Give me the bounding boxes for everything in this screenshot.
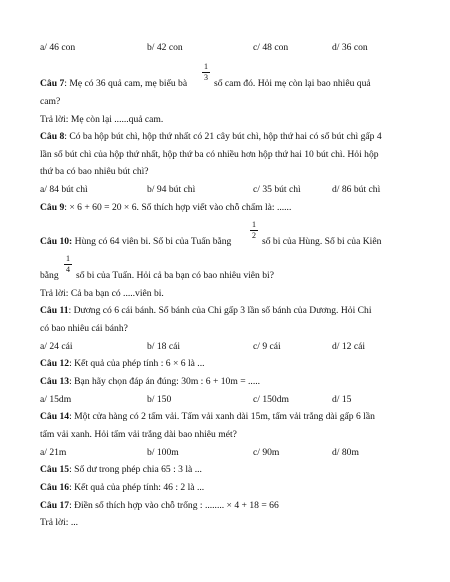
option-b: b/ 94 bút chì [147,184,196,195]
question-16-label: Câu 16 [40,482,70,493]
question-10-answer: Trả lời: Cả ba bạn có .....viên bi. [40,288,164,299]
question-7 [40,78,187,90]
question-14-text-1: : Một cửa hàng có 2 tấm vải. Tấm vải xanh dài 15m, tấm vải trắng dài gấp 6 lần [69,411,375,422]
option-a: a/ 84 bút chì [40,184,88,195]
option-c: c/ 48 con [253,42,289,53]
option-c: c/ 9 cái [253,341,281,352]
question-13-label: Câu 13 [40,376,70,387]
question-15-text: : Số dư trong phép chia 65 : 3 là ... [69,464,202,475]
question-15 [40,464,202,476]
option-b: b/ 42 con [147,42,183,53]
option-d: d/ 80m [332,447,359,458]
question-10-text-b: số bi của Hùng. Số bi của Kiên [262,236,382,247]
question-7-text-c: cam? [40,96,61,107]
question-7-label: Câu 7 [40,78,65,89]
option-a: a/ 24 cái [40,341,73,352]
question-17 [40,500,279,512]
option-c: c/ 35 bút chì [253,184,301,195]
question-13 [40,376,260,388]
question-12-text: : Kết quả của phép tính : 6 × 6 là ... [69,358,205,369]
question-10 [40,236,231,248]
question-13-text: : Bạn hãy chọn đáp án đúng: 30m : 6 + 10m = ..... [69,376,261,387]
option-d: d/ 86 bút chì [332,184,381,195]
question-8-text-1: : Có ba hộp bút chì, hộp thứ nhất có 21 cây bút chì, hộp thứ hai có số bút chì gấp 4 [64,131,382,142]
fraction-denominator: 4 [66,265,70,274]
question-8-text-2: lần số bút chì của hộp thứ nhất, hộp thứ ba có nhiều hơn hộp thứ hai 10 bút chì. Hỏi hộp [40,149,379,160]
question-12 [40,358,205,370]
fraction-one-third [202,63,210,82]
option-a: a/ 46 con [40,42,76,53]
fraction-denominator: 3 [204,73,208,82]
question-10-label: Câu 10: [40,236,73,247]
question-10-text-c: bằng [40,270,59,281]
fraction-numerator: 1 [252,220,256,229]
question-10-text-a: Hùng có 64 viên bi. Số bi của Tuấn bằng [74,236,232,247]
question-9 [40,202,291,214]
option-d: d/ 15 [332,394,352,405]
question-17-answer: Trả lời: ... [40,517,79,528]
fraction-numerator: 1 [204,62,208,71]
option-d: d/ 12 cái [332,341,366,352]
question-17-label: Câu 17 [40,500,70,511]
question-15-label: Câu 15 [40,464,70,475]
question-7-answer: Trả lời: Mẹ còn lại ......quả cam. [40,114,164,125]
question-16-text: : Kết quả của phép tính: 46 : 2 là ... [69,482,205,493]
question-8 [40,131,382,143]
fraction-numerator: 1 [66,254,70,263]
question-11 [40,305,372,317]
question-10-text-d: số bi của Tuấn. Hỏi cả ba bạn có bao nhiêu viên bi? [76,270,274,281]
question-17-text: : Điền số thích hợp vào chỗ trống : ........ × 4 + 18 = 66 [69,500,279,511]
option-a: a/ 15dm [40,394,72,405]
fraction-one-half [250,221,258,240]
option-b: b/ 150 [147,394,172,405]
question-12-label: Câu 12 [40,358,70,369]
question-9-text: : × 6 + 60 = 20 × 6. Số thích hợp viết vào chỗ chấm là: ...... [64,202,292,213]
question-7-text-b: số cam đó. Hỏi mẹ còn lại bao nhiêu quả [214,78,371,89]
question-11-text-1: : Dương có 6 cái bánh. Số bánh của Chi gấp 3 lần số bánh của Dương. Hỏi Chi [68,305,372,316]
question-8-text-3: thứ ba có bao nhiêu bút chì? [40,166,149,177]
question-14-text-2: tấm vải xanh. Hỏi tấm vải trắng dài bao nhiêu mét? [40,429,237,440]
question-14 [40,411,375,423]
option-d: d/ 36 con [332,42,368,53]
option-a: a/ 21m [40,447,67,458]
question-16 [40,482,204,494]
fraction-one-quarter [64,255,72,274]
option-c: c/ 90m [253,447,280,458]
question-14-label: Câu 14 [40,411,70,422]
question-9-label: Câu 9 [40,202,65,213]
question-7-text-a: : Mẹ có 36 quả cam, mẹ biếu bà [64,78,188,89]
option-c: c/ 150dm [253,394,289,405]
question-11-text-2: có bao nhiêu cái bánh? [40,323,128,334]
option-b: b/ 18 cái [147,341,181,352]
question-8-label: Câu 8 [40,131,65,142]
question-11-label: Câu 11 [40,305,69,316]
fraction-denominator: 2 [252,231,256,240]
option-b: b/ 100m [147,447,179,458]
